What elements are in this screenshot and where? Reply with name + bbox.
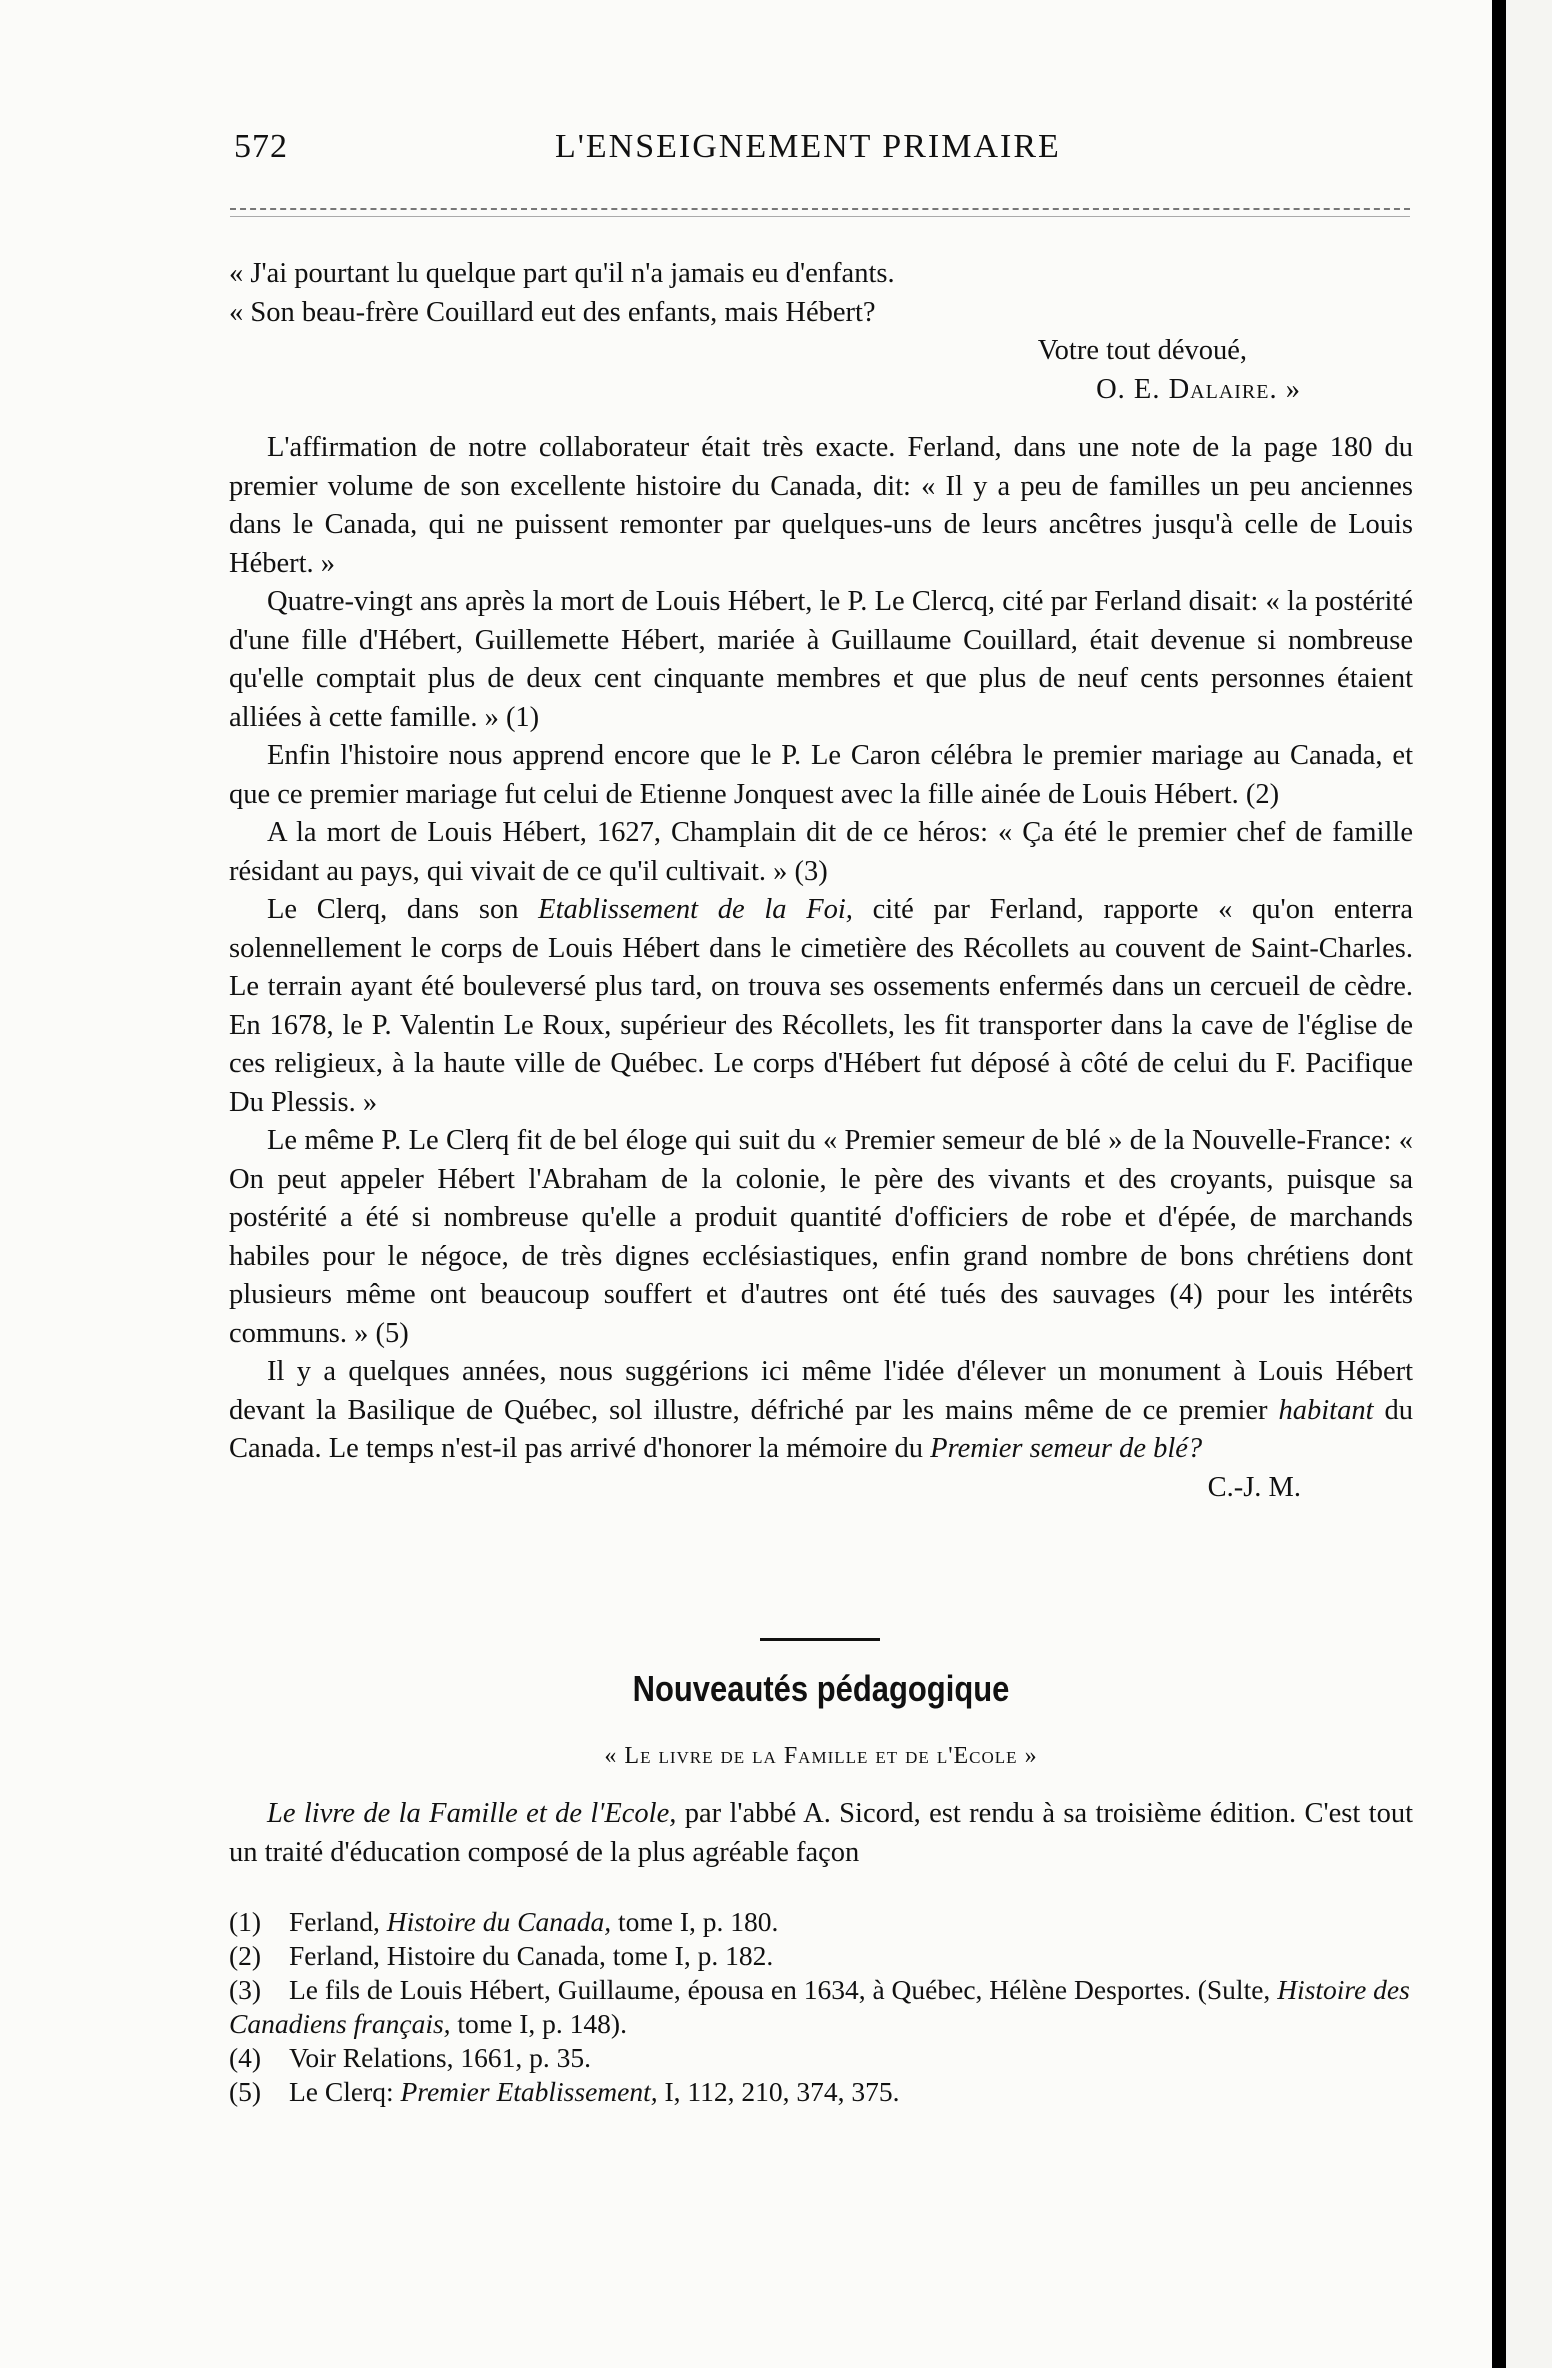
p7-part2: du Canada. Le temps n'est-il pas arrivé d'honorer la mémoire du [229, 1394, 1414, 1464]
footnote-italic: Histoire des Canadiens français, [229, 1974, 1410, 2039]
letter-line-2: « Son beau-frère Couillard eut des enfants, mais Hébert? [229, 296, 876, 328]
section-subtitle: « Le livre de la Famille et de l'Ecole » [604, 1743, 1038, 1769]
letter-line-1: « J'ai pourtant lu quelque part qu'il n'a jamais eu d'enfants. [229, 258, 895, 289]
article-body [229, 255, 1413, 1507]
footnote-4 [229, 2041, 1413, 2075]
header-rule-thin [230, 216, 1410, 217]
book-title: Le livre de la Famille et de l'Ecole, [267, 1798, 677, 1829]
p5-work-title: Etablissement de la Foi, [538, 894, 853, 925]
footnote-text-after: tome I, p. 180. [611, 1906, 779, 1937]
p5-before: Le Clerq, dans son [267, 894, 539, 925]
footnote-text-after: tome I, p. 148). [450, 2008, 627, 2039]
footnote-text: Le fils de Louis Hébert, Guillaume, épousa en 1634, à Québec, Hélène Desportes. (Sulte, [289, 1974, 1278, 2005]
footnote-number: (3) [229, 1974, 262, 2005]
footnote-text-after: I, 112, 210, 374, 375. [657, 2076, 900, 2107]
letter-closing: Votre tout dévoué, [1037, 335, 1247, 366]
paragraph-5 [229, 891, 1413, 1122]
p7-part1: Il y a quelques années, nous suggérions ici même l'idée d'élever un monument à Louis Hébert devant la Basilique de Québec, sol illustre, défriché par les mains même de ce premier [229, 1356, 1413, 1426]
paragraph-4: A la mort de Louis Hébert, 1627, Champlain dit de ce héros: « Ça été le premier chef de famille résidant au pays, qui vivait de ce qu'il cultivait. » (3) [229, 817, 1413, 887]
footnote-text: Ferland, Histoire du Canada, tome I, p. 182. [289, 1940, 774, 1971]
running-title: L'ENSEIGNEMENT PRIMAIRE [555, 128, 1061, 165]
paragraph-7 [229, 1353, 1413, 1469]
p7-habitant: habitant [1278, 1394, 1374, 1426]
footnote-italic: Histoire du Canada, [386, 1906, 612, 1937]
paragraph-2: Quatre-vingt ans après la mort de Louis Hébert, le P. Le Clercq, cité par Ferland disait: « la postérité d'une fille d'Hébert, Guillemette Hébert, mariée à Guillaume Couillard, était devenue si nombreuse qu'elle comptait plus de deux cent cinquante membres et que plus de neuf cents personnes étaient alliées à cette famille. » (1) [229, 586, 1413, 733]
footnote-2 [229, 1939, 1413, 1973]
section-title: Nouveautés pédagogique [632, 1668, 1010, 1709]
footnote-number: (5) [229, 2076, 262, 2107]
paragraph-6: Le même P. Le Clerq fit de bel éloge qui suit du « Premier semeur de blé » de la Nouvelle-France: « On peut appeler Hébert l'Abraham de la colonie, le père des vivants et des croyants, puisque sa postérité a été si nombreuse qu'elle a produit quantité d'officiers de robe et d'épée, de marchands habiles pour le négoce, de très dignes ecclésiastiques, enfin grand nombre de bons chrétiens dont plusieurs même ont beaucoup souffert et d'autres ont été tués des sauvages (4) pour les intérêts communs. » (5) [229, 1125, 1413, 1349]
section-body [229, 1795, 1413, 1872]
scan-border [1492, 0, 1552, 2368]
section-text: par l'abbé A. Sicord, est rendu à sa troisième édition. C'est tout un traité d'éducation composé de la plus agréable façon [229, 1798, 1413, 1868]
footnote-text: Ferland, [289, 1906, 387, 1937]
section-paragraph [229, 1795, 1413, 1872]
adjacent-page-edge [1506, 0, 1552, 2368]
page-number: 572 [234, 128, 288, 165]
author-initials: C.-J. M. [1207, 1471, 1301, 1503]
letter-signature: O. E. Dalaire. » [1096, 373, 1301, 405]
footnote-text: Le Clerq: [289, 2076, 401, 2107]
spacer [229, 409, 1413, 429]
footnote-italic: Premier Etablissement, [400, 2076, 658, 2107]
footnote-number: (4) [229, 2042, 262, 2073]
footnote-number: (2) [229, 1940, 262, 1971]
p7-semeur: Premier semeur de blé? [930, 1433, 1203, 1464]
footnote-5 [229, 2075, 1413, 2109]
header-rule [230, 208, 1410, 210]
footnote-1 [229, 1905, 1413, 1939]
paragraph-1: L'affirmation de notre collaborateur était très exacte. Ferland, dans une note de la page 180 du premier volume de son excellente histoire du Canada, dit: « Il y a peu de familles un peu anciennes dans le Canada, qui ne puissent remonter par quelques-uns de leurs ancêtres jusqu'à celle de Louis Hébert. » [229, 432, 1413, 579]
section-separator [760, 1638, 880, 1641]
footnote-number: (1) [229, 1906, 262, 1937]
footnotes [229, 1905, 1413, 2109]
p5-after: cité par Ferland, rapporte « qu'on enterra solennellement le corps de Louis Hébert dans le cimetière des Récollets au couvent de Saint-Charles. Le terrain ayant été bouleversé plus tard, on trouva ses ossements enfermés dans un cercueil de cèdre. En 1678, le P. Valentin Le Roux, supérieur des Récollets, les fit transporter dans la cave de l'église de ces religieux, à la haute ville de Québec. Le corps d'Hébert fut déposé à côté de celui du F. Pacifique Du Plessis. » [229, 894, 1413, 1118]
footnote-text: Voir Relations, 1661, p. 35. [289, 2042, 591, 2073]
footnote-3 [229, 1973, 1413, 2041]
paragraph-3: Enfin l'histoire nous apprend encore que le P. Le Caron célébra le premier mariage au Canada, et que ce premier mariage fut celui de Etienne Jonquest avec la fille ainée de Louis Hébert. (2) [229, 740, 1413, 810]
